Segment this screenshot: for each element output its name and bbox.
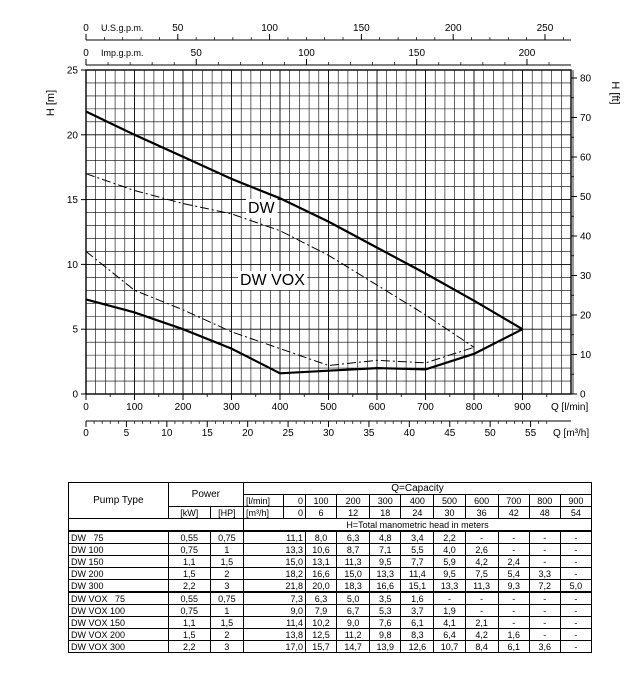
row-head-value: 16,6 [306, 568, 337, 580]
row-head-value: 7,6 [370, 617, 401, 629]
x-tick-label: 100 [126, 402, 143, 413]
row-head-value: 15,0 [337, 568, 370, 580]
header-spacer [69, 519, 244, 532]
m3h-tick-label: 10 [161, 428, 173, 439]
row-head-value: 4,1 [434, 617, 465, 629]
row-head-value: 7,2 [529, 580, 560, 593]
row-head-value: - [560, 629, 591, 641]
row-kw: 0,55 [168, 531, 210, 544]
row-head-value: 14,7 [337, 641, 370, 653]
row-pump-type: DW VOX 300 [69, 641, 169, 653]
row-head-value: 5,0 [337, 592, 370, 605]
row-head-value: 13,9 [370, 641, 401, 653]
chart-curves [86, 112, 523, 374]
row-head-value: 18,3 [337, 580, 370, 593]
row-hp: 1 [210, 544, 243, 556]
header-lmin-value: 200 [337, 495, 370, 507]
row-kw: 0,75 [168, 544, 210, 556]
curve-dw-solid [86, 112, 523, 330]
ft-tick-label: 70 [580, 112, 592, 124]
row-kw: 1,1 [168, 556, 210, 568]
row-head-value: - [560, 641, 591, 653]
x-tick-label: 600 [368, 402, 386, 413]
x-tick-label: 500 [320, 402, 337, 413]
row-head-value: - [465, 605, 498, 617]
row-pump-type: DW 200 [69, 568, 169, 580]
row-head-value: 3,6 [529, 641, 560, 653]
ft-tick-label: 30 [580, 270, 592, 282]
curve-label-dw: DW [248, 200, 275, 217]
row-head-value: 15,1 [401, 580, 434, 593]
pump-performance-table [68, 482, 592, 653]
table-row [69, 519, 592, 532]
row-head-value: 6,3 [337, 531, 370, 544]
m3h-axis-label: Q [m³/h] [553, 428, 590, 439]
row-head-value: - [465, 592, 498, 605]
row-kw: 1,5 [168, 629, 210, 641]
row-head-value: 4,8 [370, 531, 401, 544]
row-kw: 1,5 [168, 568, 210, 580]
row-hp: 2 [210, 568, 243, 580]
x-tick-label: 400 [271, 402, 289, 413]
row-pump-type: DW VOX 200 [69, 629, 169, 641]
row-head-value: - [498, 531, 529, 544]
table-row [69, 544, 592, 556]
row-head-value: - [560, 592, 591, 605]
y-tick-label: 10 [66, 259, 78, 271]
row-head-value: 13,1 [306, 556, 337, 568]
y-axis-label-right: H [ft] [609, 81, 621, 105]
row-head-value: 11,4 [244, 617, 306, 629]
row-kw: 0,55 [168, 592, 210, 605]
y-tick-label: 5 [72, 324, 78, 336]
row-head-value: 6,1 [401, 617, 434, 629]
row-pump-type: DW VOX 75 [69, 592, 169, 605]
table-row [69, 629, 592, 641]
row-head-value: 9,0 [244, 605, 306, 617]
row-head-value: - [498, 592, 529, 605]
row-head-value: 2,1 [465, 617, 498, 629]
row-head-value: 6,1 [498, 641, 529, 653]
row-head-value: - [465, 531, 498, 544]
row-head-value: 8,3 [401, 629, 434, 641]
usgpm-tick-label: 250 [536, 23, 554, 34]
table-row [69, 592, 592, 605]
row-head-value: 18,2 [244, 568, 306, 580]
row-head-value: 5,0 [560, 580, 591, 593]
header-head-note: H=Total manometric head in meters [244, 519, 592, 532]
row-head-value: - [560, 605, 591, 617]
row-head-value: 5,5 [401, 544, 434, 556]
row-head-value: 7,3 [244, 592, 306, 605]
header-lmin-value: 100 [306, 495, 337, 507]
row-head-value: 9,0 [337, 617, 370, 629]
header-m3h-value: 30 [434, 507, 465, 519]
row-pump-type: DW 300 [69, 580, 169, 593]
header-m3h-value: 36 [465, 507, 498, 519]
row-head-value: - [560, 544, 591, 556]
row-head-value: 1,6 [401, 592, 434, 605]
header-m3h-value: 0 [283, 507, 305, 519]
row-kw: 1,1 [168, 617, 210, 629]
row-head-value: 8,0 [306, 531, 337, 544]
row-hp: 1,5 [210, 617, 243, 629]
header-lmin-value: 0 [283, 495, 305, 507]
row-head-value: 17,0 [244, 641, 306, 653]
usgpm-tick-label: 150 [353, 23, 370, 34]
header-lmin-unit: [l/min] [244, 495, 284, 507]
row-head-value: 5,4 [498, 568, 529, 580]
y-tick-label: 20 [66, 130, 78, 142]
row-head-value: 20,0 [306, 580, 337, 593]
ft-tick-label: 20 [580, 310, 592, 322]
row-kw: 2,2 [168, 580, 210, 593]
x-tick-label: 0 [83, 402, 89, 413]
row-head-value: 1,6 [498, 629, 529, 641]
header-kw: [kW] [168, 507, 210, 519]
usgpm-tick-label: 0 [83, 23, 89, 34]
ft-tick-label: 0 [580, 389, 586, 401]
y-tick-label: 25 [66, 65, 78, 77]
m3h-tick-label: 45 [444, 428, 456, 439]
m3h-tick-label: 0 [83, 428, 89, 439]
row-head-value: 21,8 [244, 580, 306, 593]
row-head-value: 3,5 [370, 592, 401, 605]
header-m3h-value: 54 [560, 507, 591, 519]
table-row [69, 483, 592, 495]
header-lmin-value: 800 [529, 495, 560, 507]
row-head-value: - [529, 617, 560, 629]
row-head-value: 7,9 [306, 605, 337, 617]
row-head-value: 5,9 [434, 556, 465, 568]
impgpm-tick-label: 200 [518, 48, 536, 59]
x-tick-label: 800 [465, 402, 483, 413]
x-axis-label: Q [l/min] [551, 402, 589, 413]
row-head-value: 16,6 [370, 580, 401, 593]
header-m3h-value: 42 [498, 507, 529, 519]
row-head-value: 9,5 [370, 556, 401, 568]
row-head-value: 5,3 [370, 605, 401, 617]
header-power: Power [168, 483, 243, 507]
curve-label-dw-vox: DW VOX [240, 272, 305, 289]
row-head-value: - [498, 544, 529, 556]
row-head-value: 8,4 [465, 641, 498, 653]
row-head-value: 12,6 [401, 641, 434, 653]
x-tick-label: 200 [174, 402, 192, 413]
m3h-tick-label: 20 [242, 428, 254, 439]
row-head-value: 3,3 [529, 568, 560, 580]
table-row [69, 605, 592, 617]
row-head-value: - [560, 556, 591, 568]
row-head-value: 2,6 [465, 544, 498, 556]
row-head-value: 12,5 [306, 629, 337, 641]
row-head-value: 7,1 [370, 544, 401, 556]
row-head-value: 11,1 [244, 531, 306, 544]
row-hp: 2 [210, 629, 243, 641]
header-m3h-value: 24 [401, 507, 434, 519]
m3h-tick-label: 5 [123, 428, 130, 439]
row-head-value: 4,2 [465, 629, 498, 641]
header-m3h-unit: [m³/h] [244, 507, 284, 519]
y-tick-label: 0 [72, 389, 78, 401]
m3h-tick-label: 25 [282, 428, 294, 439]
table-row [69, 556, 592, 568]
row-hp: 1 [210, 605, 243, 617]
row-head-value: - [498, 617, 529, 629]
ft-tick-label: 10 [580, 349, 592, 361]
row-head-value: - [560, 617, 591, 629]
table-row [69, 580, 592, 593]
row-hp: 0,75 [210, 531, 243, 544]
row-head-value: 3,7 [401, 605, 434, 617]
row-hp: 0,75 [210, 592, 243, 605]
header-m3h-value: 18 [370, 507, 401, 519]
m3h-tick-label: 50 [484, 428, 496, 439]
m3h-tick-label: 55 [525, 428, 537, 439]
x-tick-label: 300 [223, 402, 240, 413]
chart-grid [86, 70, 571, 394]
row-head-value: - [529, 531, 560, 544]
row-kw: 0,75 [168, 605, 210, 617]
row-head-value: 3,4 [401, 531, 434, 544]
row-head-value: 2,2 [434, 531, 465, 544]
row-head-value: 13,8 [244, 629, 306, 641]
row-head-value: - [498, 605, 529, 617]
row-pump-type: DW VOX 150 [69, 617, 169, 629]
header-m3h-value: 48 [529, 507, 560, 519]
row-hp: 3 [210, 641, 243, 653]
ft-tick-label: 40 [580, 231, 592, 243]
x-tick-label: 700 [417, 402, 434, 413]
header-lmin-value: 700 [498, 495, 529, 507]
row-hp: 1,5 [210, 556, 243, 568]
row-head-value: 11,2 [337, 629, 370, 641]
row-head-value: 15,0 [244, 556, 306, 568]
row-head-value: 9,5 [434, 568, 465, 580]
row-head-value: - [529, 544, 560, 556]
row-head-value: 13,3 [244, 544, 306, 556]
row-pump-type: DW 75 [69, 531, 169, 544]
row-head-value: 13,3 [370, 568, 401, 580]
impgpm-tick-label: 100 [298, 48, 315, 59]
table-row [69, 568, 592, 580]
row-head-value: - [434, 592, 465, 605]
row-head-value: - [529, 556, 560, 568]
row-head-value: 10,6 [306, 544, 337, 556]
chart-axes [45, 23, 621, 439]
row-head-value: 11,3 [337, 556, 370, 568]
row-head-value: 6,7 [337, 605, 370, 617]
table-row [69, 641, 592, 653]
header-pump-type: Pump Type [69, 483, 169, 519]
header-q-capacity: Q=Capacity [244, 483, 592, 495]
row-head-value: 9,8 [370, 629, 401, 641]
header-lmin-value: 500 [434, 495, 465, 507]
table-row [69, 617, 592, 629]
m3h-tick-label: 35 [363, 428, 375, 439]
row-head-value: 7,5 [465, 568, 498, 580]
row-head-value: 6,4 [434, 629, 465, 641]
row-head-value: 15,7 [306, 641, 337, 653]
row-pump-type: DW 100 [69, 544, 169, 556]
row-head-value: 9,3 [498, 580, 529, 593]
row-hp: 3 [210, 580, 243, 593]
row-head-value: 6,3 [306, 592, 337, 605]
ft-tick-label: 60 [580, 152, 592, 164]
row-head-value: 13,3 [434, 580, 465, 593]
row-head-value: - [560, 531, 591, 544]
header-m3h-value: 12 [337, 507, 370, 519]
header-lmin-value: 600 [465, 495, 498, 507]
table-row [69, 531, 592, 544]
header-hp: [HP] [210, 507, 243, 519]
row-head-value: - [560, 568, 591, 580]
header-m3h-value: 6 [306, 507, 337, 519]
row-head-value: - [529, 592, 560, 605]
row-head-value: 4,0 [434, 544, 465, 556]
header-lmin-value: 400 [401, 495, 434, 507]
row-head-value: 10,7 [434, 641, 465, 653]
impgpm-tick-label: 0 [83, 48, 89, 59]
usgpm-label: U.S.g.p.m. [101, 23, 144, 33]
usgpm-tick-label: 50 [172, 23, 184, 34]
ft-tick-label: 50 [580, 191, 592, 203]
impgpm-tick-label: 50 [190, 48, 202, 59]
row-head-value: 4,2 [465, 556, 498, 568]
row-head-value: - [529, 605, 560, 617]
usgpm-tick-label: 100 [261, 23, 278, 34]
row-head-value: 8,7 [337, 544, 370, 556]
impgpm-label: Imp.g.p.m. [101, 48, 144, 58]
m3h-tick-label: 40 [403, 428, 415, 439]
header-lmin-value: 300 [370, 495, 401, 507]
y-axis-label-left: H [m] [45, 89, 57, 117]
x-tick-label: 900 [514, 402, 531, 413]
row-head-value: 7,7 [401, 556, 434, 568]
row-head-value: 10,2 [306, 617, 337, 629]
row-head-value: - [529, 629, 560, 641]
row-head-value: 2,4 [498, 556, 529, 568]
row-kw: 2,2 [168, 641, 210, 653]
header-lmin-value: 900 [560, 495, 591, 507]
impgpm-tick-label: 150 [408, 48, 426, 59]
ft-tick-label: 80 [580, 73, 592, 85]
row-head-value: 11,3 [465, 580, 498, 593]
row-head-value: 1,9 [434, 605, 465, 617]
m3h-tick-label: 15 [201, 428, 213, 439]
usgpm-tick-label: 200 [444, 23, 462, 34]
row-pump-type: DW VOX 100 [69, 605, 169, 617]
m3h-tick-label: 30 [322, 428, 335, 439]
y-tick-label: 15 [66, 195, 78, 207]
row-head-value: 11,4 [401, 568, 434, 580]
row-pump-type: DW 150 [69, 556, 169, 568]
